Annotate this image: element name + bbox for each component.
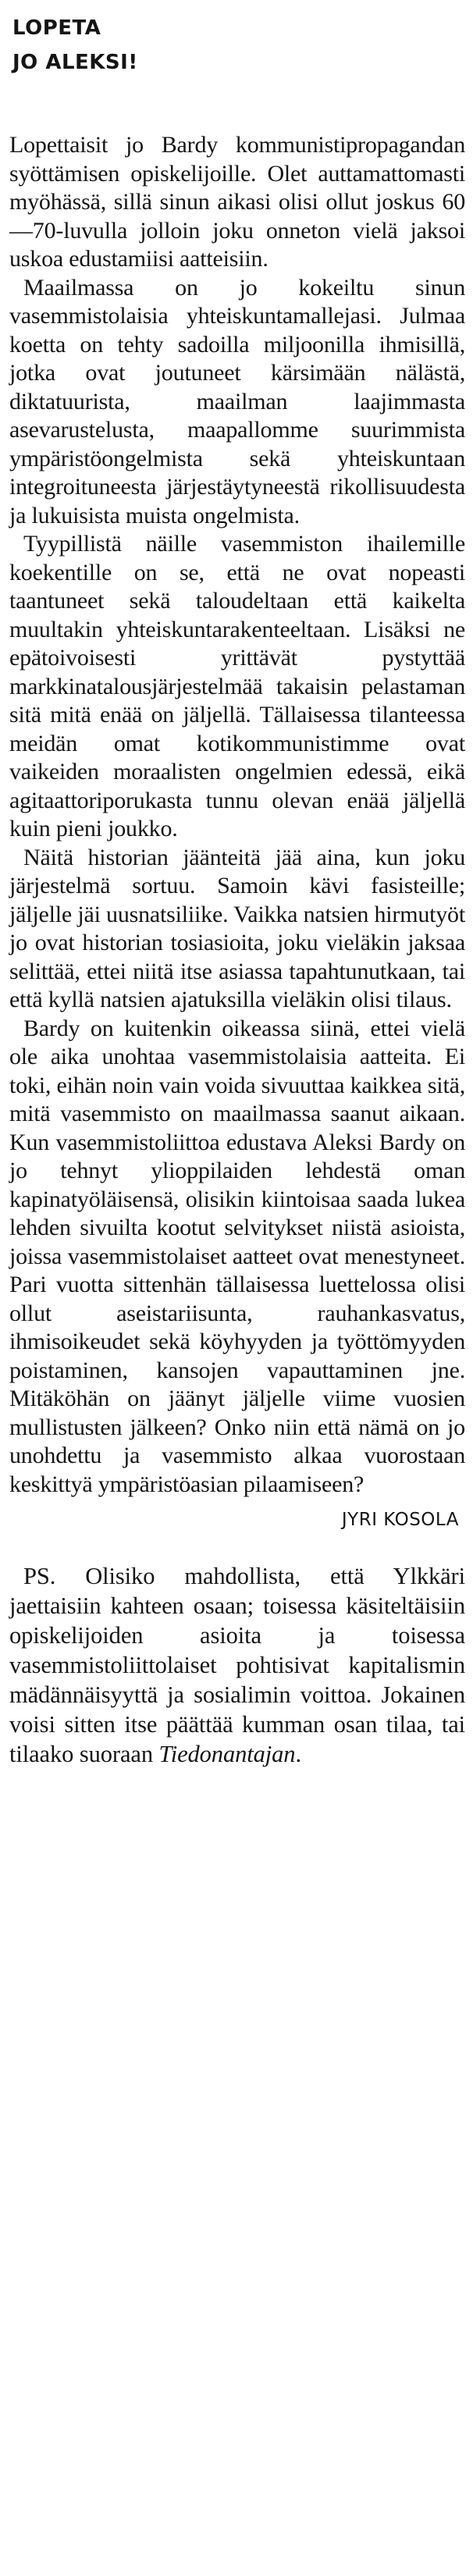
- article-body: [9, 131, 465, 1499]
- article-paragraph: Maailmassa on jo kokeiltu sinun vasemmistolaisia yhteiskuntamallejasi. Julmaa koetta on tehty sadoilla miljoonilla ihmisillä, jotka ovat joutuneet kärsimään nälästä, diktatuurista, maailman laajimmasta asevarustelusta, maapallomme suurimmista ympäristöongelmista sekä yhteiskuntaan integroituneesta järjestäytyneestä rikollisuudesta ja lukuisista muista ongelmista.: [9, 274, 465, 528]
- headline-line-1: LOPETA: [12, 16, 101, 40]
- headline-line-2: JO ALEKSI!: [12, 51, 138, 74]
- postscript-text: PS. Olisiko mahdollista, että Ylkkäri jaettaisiin kahteen osaan; toisessa käsiteltäisiin opiskelijoiden asioita ja toisessa vasemmistoliittolaiset pohtisivat kapitalismin mädännäisyyttä ja sosialimin voittoa. Jokainen voisi sitten itse päättää kumman osan tilaa, tai tilaako suoraan: [9, 1563, 465, 1767]
- article-paragraph: Näitä historian jäänteitä jää aina, kun joku järjestelmä sortuu. Samoin kävi fasisteille; jäljelle jäi uusnatsiliike. Vaikka natsien hirmutyöt jo ovat historian tosiasioita, joku vieläkin jaksaa selittää, ettei niitä itse asiassa tapahtunutkaan, tai että kyllä natsien ajatuksilla vieläkin olisi tilaus.: [9, 844, 465, 1012]
- postscript: [9, 1561, 465, 1769]
- postscript-end: .: [295, 1741, 301, 1767]
- author-signature: JYRI KOSOLA: [341, 1510, 459, 1530]
- article-paragraph: Tyypillistä näille vasemmiston ihailemille koekentille on se, että ne ovat nopeasti taantuneet sekä taloudeltaan että kaikelta muultakin yhteiskuntarakenteeltaan. Lisäksi ne epätoivoisesti yrittävät pystyttää markkinatalousjärjestelmää takaisin pelastaman sitä mitä enää on jäljellä. Tällaisessa tilanteessa meidän omat kotikommunistimme ovat vaikeiden moraalisten ongelmien edessä, eikä agitaattoriporukasta tunnu olevan enää jäljellä kuin pieni joukko.: [9, 531, 465, 841]
- article-paragraph: Bardy on kuitenkin oikeassa siinä, ettei vielä ole aika unohtaa vasemmistolaisia aatteita. Ei toki, eihän noin vain voida sivuuttaa kaikkea sitä, mitä vasemmisto on maailmassa saanut aikaan. Kun vasemmistoliittoa edustava Aleksi Bardy on jo tehnyt ylioppilaiden lehdestä oman kapinatyöläisensä, olisikin kiintoisaa saada lukea lehden sivuilta kootut selvitykset niistä asioista, joissa vasemmistolaiset aatteet ovat menestyneet. Pari vuotta sittenhän tällaisessa luettelossa olisi ollut aseistariisunta, rauhankasvatus, ihmisoikeudet sekä köyhyyden ja työttömyyden poistaminen, kansojen vapauttaminen jne. Mitäköhän on jäänyt jäljelle viime vuosien mullistusten jälkeen? Onko niin että nämä on jo unohdettu ja vasemmisto alkaa vuorostaan keskittyä ympäristöasian pilaamiseen?: [9, 1015, 465, 1497]
- article-paragraph: Lopettaisit jo Bardy kommunistipropagandan syöttämisen opiskelijoille. Olet auttamattomasti myöhässä, sillä sinun aikasi olisi ollut joskus 60—70-luvulla jolloin joku onneton vielä jaksoi uskoa edustamiisi aatteisiin.: [9, 132, 465, 272]
- postscript-publication-name: Tiedonantajan: [158, 1741, 296, 1767]
- headline: [12, 11, 465, 80]
